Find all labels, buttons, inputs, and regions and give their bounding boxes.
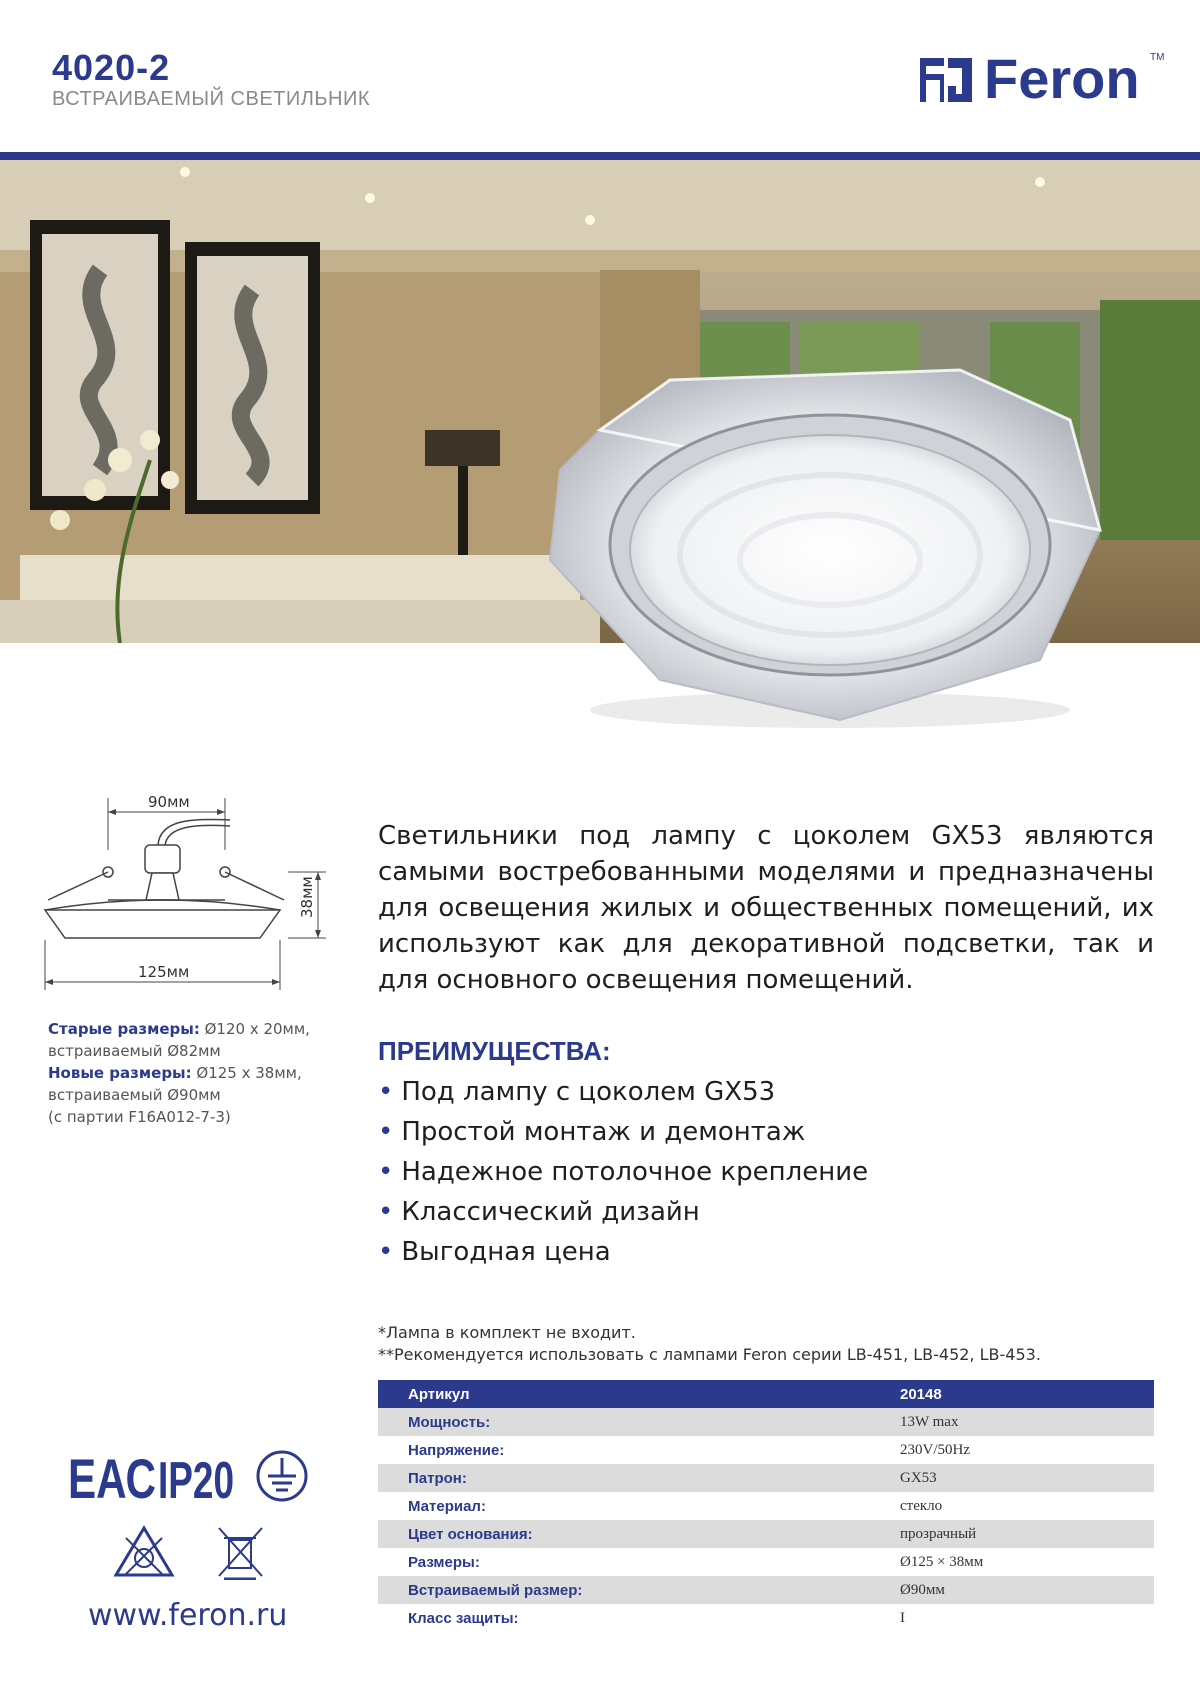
new-sizes-value: Ø125 x 38мм,: [191, 1064, 302, 1082]
table-row: [378, 1548, 1154, 1576]
table-row: [378, 1492, 1154, 1520]
batch-note: (с партии F16A012-7-3): [48, 1108, 231, 1126]
bullet-icon: •: [378, 1157, 394, 1187]
old-sizes-label: Старые размеры:: [48, 1020, 200, 1038]
spec-key: Артикул: [378, 1380, 848, 1408]
logo-text: Feron: [984, 47, 1140, 110]
table-row: [378, 1576, 1154, 1604]
spec-key: Напряжение:: [408, 1441, 505, 1459]
footnote-recommendation: **Рекомендуется использовать с лампами Feron серии LB-451, LB-452, LB-453.: [378, 1345, 1041, 1364]
advantages-list: [378, 1072, 868, 1272]
list-item: • Выгодная цена: [378, 1237, 611, 1267]
footnotes: [378, 1322, 1041, 1366]
dim-height: 38мм: [298, 876, 316, 918]
spec-table: [378, 1380, 1154, 1632]
trademark-sign: TM: [1150, 52, 1165, 63]
dim-outer-width: 125мм: [138, 963, 190, 981]
eac-mark-icon: ЕАС: [68, 1447, 156, 1510]
list-item: • Под лампу с цоколем GX53: [378, 1077, 776, 1107]
spec-value: 230V/50Hz: [900, 1441, 970, 1458]
table-row: [378, 1604, 1154, 1632]
product-fixture-icon: [540, 360, 1120, 740]
spec-value: I: [900, 1609, 905, 1626]
weee-bin-icon: [219, 1528, 262, 1579]
spec-value: прозрачный: [848, 1520, 1154, 1548]
no-insulation-cover-icon: [116, 1528, 172, 1575]
model-number: 4020-2: [52, 47, 171, 88]
advantages-title: ПРЕИМУЩЕСТВА:: [378, 1036, 611, 1066]
spec-value: 20148: [848, 1380, 1154, 1408]
new-sizes-label: Новые размеры:: [48, 1064, 192, 1082]
bullet-icon: •: [378, 1117, 394, 1147]
spec-key: Патрон:: [378, 1464, 848, 1492]
spec-key: Размеры:: [408, 1553, 480, 1571]
list-item: • Надежное потолочное крепление: [378, 1157, 869, 1187]
spec-key: Встраиваемый размер:: [378, 1576, 848, 1604]
ground-icon: [258, 1452, 306, 1500]
spec-key: Мощность:: [378, 1408, 848, 1436]
list-item: • Простой монтаж и демонтаж: [378, 1117, 806, 1147]
ip20-mark: IP20: [158, 1452, 234, 1510]
table-row: [378, 1408, 1154, 1436]
footnote-lamp: *Лампа в комплект не входит.: [378, 1323, 636, 1342]
spec-value: стекло: [900, 1497, 943, 1514]
product-description: Светильники под лампу с цоколем GX53 являются самыми востребованными моделями и предназначены для освещения жилых и общественных помещений, их используют как для декоративной подсветки, так и для основного освещения помещений.: [378, 821, 1154, 995]
feron-logo: [918, 48, 1168, 110]
table-row: [378, 1464, 1154, 1492]
old-sizes-value: Ø120 x 20мм,: [199, 1020, 310, 1038]
new-sizes-embed: встраиваемый Ø90мм: [48, 1086, 221, 1104]
spec-value: GX53: [848, 1464, 1154, 1492]
spec-key: Материал:: [408, 1497, 486, 1515]
spec-key: Класс защиты:: [408, 1609, 519, 1627]
old-sizes-embed: встраиваемый Ø82мм: [48, 1042, 221, 1060]
header-divider: [0, 152, 1200, 160]
website-link[interactable]: www.feron.ru: [88, 1598, 288, 1633]
bullet-icon: •: [378, 1077, 394, 1107]
dim-inner-width: 90мм: [148, 793, 190, 811]
bullet-icon: •: [378, 1197, 394, 1227]
table-row: [378, 1520, 1154, 1548]
feron-logo-icon: [918, 56, 974, 104]
spec-value: Ø125 × 38мм: [900, 1553, 984, 1570]
bullet-icon: •: [378, 1237, 394, 1267]
size-notes: [48, 1018, 338, 1128]
spec-value: 13W max: [848, 1408, 1154, 1436]
table-header-row: [378, 1380, 1154, 1408]
spec-key: Цвет основания:: [378, 1520, 848, 1548]
spec-value: Ø90мм: [848, 1576, 1154, 1604]
product-subtitle: ВСТРАИВАЕМЫЙ СВЕТИЛЬНИК: [52, 88, 370, 110]
dimension-diagram: [40, 790, 350, 1005]
certification-marks: [64, 1440, 324, 1580]
table-row: [378, 1436, 1154, 1464]
list-item: • Классический дизайн: [378, 1197, 700, 1227]
